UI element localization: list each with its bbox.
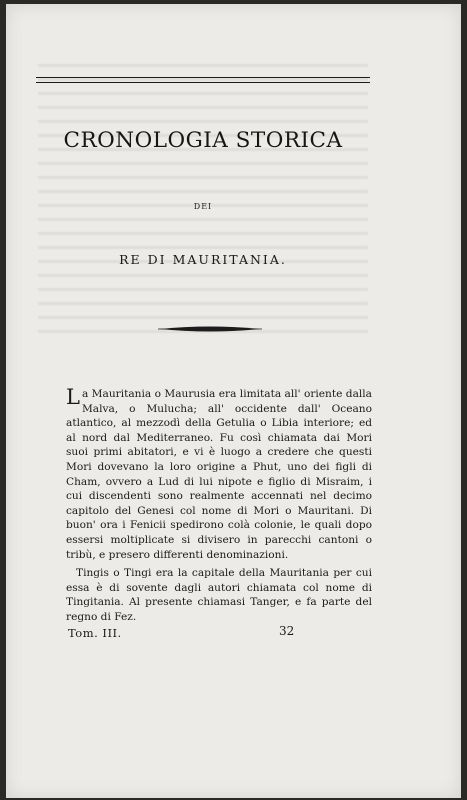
paragraph-2: Tingis o Tingi era la capitale della Mauritania per cui essa è di sovente dagli autori chiamata col nome di Tingitania. Al presente chiamasi Tanger, e fa parte del regno di Fez. — [66, 567, 372, 623]
drop-cap: L — [66, 385, 80, 409]
page-subtitle: RE DI MAURITANIA. — [119, 252, 287, 267]
paragraph-1 — [66, 387, 372, 562]
book-page — [6, 4, 461, 798]
volume-marker: Tom. III. — [68, 626, 122, 640]
bleed-through-text — [38, 64, 368, 334]
page-title: CRONOLOGIA STORICA — [63, 128, 343, 153]
ornamental-rule-icon — [158, 323, 262, 335]
signature-mark: 32 — [279, 624, 295, 638]
header-rule-thin — [36, 82, 370, 83]
header-rule-thick — [36, 77, 370, 78]
title-connector: DEI — [193, 202, 213, 211]
paragraph-1-text: a Mauritania o Maurusia era limitata all' oriente dalla Malva, o Mulucha; all' occidente dall' Oceano atlantico, al mezzodì della Getulia o Libia interiore; ed al nord dal Mediterraneo. Fu così chiamata dai Mori suoi primi abitatori, e vi è luogo a credere che questi Mori dovevano la loro origine a Phut, uno dei figli di Cham, ovvero a Lud di lui nipote e figlio di Misraim, i cui discendenti sono realmente accennati nel decimo capitolo del Genesi col nome di Mori o Mauritani. Di buon' ora i Fenicii spedirono colà colonie, le quali dopo essersi moltiplicate si divisero in parecchi cantoni o tribù, e presero differenti denominazioni. — [66, 388, 372, 561]
